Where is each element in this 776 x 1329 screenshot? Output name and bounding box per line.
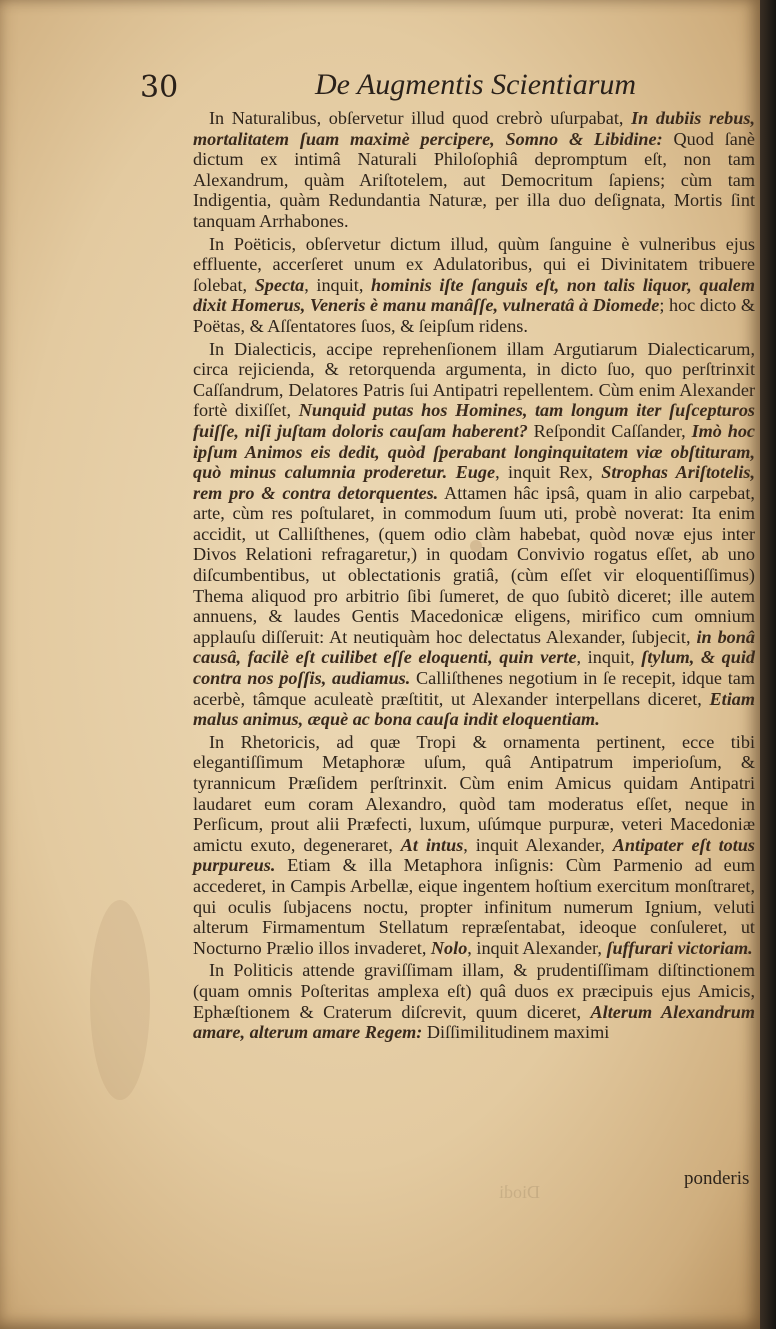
text-run: Attamen hâc ipsâ, quam in alio carpebat, arte, cùm res poſtularet, in commodum ſuum uti, probè noverat: Ita enim accidit, ut Calliſthenes, (quem odio clàm habebat, quòd novæ ejus inter Divos Relationi refragaretur,) in quodam Convivio rogatus eſſet, ab uno diſcumbentibus, ut oblectationis gratiâ, (cùm eſſet vir eloquentiſſimus) Thema aliquod pro arbitrio ſibi ſumeret, de quo ſubitò diceret; ille autem annuens, & laudes Gentis Macedonicæ eligens, mirifico cum omnium applauſu diſſeruit: At neutiquàm hoc delectatus Alexander, ſubjecit,: [193, 482, 755, 647]
italic-run: At intus: [400, 834, 464, 855]
bleed-through-text: Diodi: [498, 1182, 540, 1202]
text-run: In Politicis attende graviſſimam illam, & prudentiſſimam diſtinctionem (quam omnis Poſteritas amplexa eſt) quâ duos ex præcipuis ejus Amicis, Ephæſtionem & Craterum diſcrevit, quum diceret,: [193, 960, 755, 1022]
text-run: , inquit,: [304, 274, 372, 295]
text-run: In Poëticis, obſervetur dictum illud, quùm ſanguine è vulneribus ejus effluente, accerſeret unum ex Adulatoribus, qui ei Divinitatem tribuere ſolebat,: [193, 233, 755, 295]
text-run: Calliſthenes negotium in ſe recepit, idque tam acerbè, tâmque aculeatè præſtitit, ut Alexander interpellans diceret,: [193, 668, 755, 709]
page-number: 30: [140, 70, 179, 105]
italic-run: ſtylum, & quid contra nos poſſis, audiamus.: [193, 647, 755, 689]
body-text: [193, 108, 755, 1045]
italic-run: Antipater eſt totus purpureus.: [193, 834, 755, 876]
paragraph-politicis: [193, 960, 755, 1042]
paragraph-poeticis: [193, 234, 755, 337]
italic-run: Nolo: [430, 937, 468, 958]
italic-run: Strophas Ariſtotelis, rem pro & contra detorquentes.: [193, 462, 755, 503]
text-run: , inquit Rex,: [495, 462, 602, 483]
italic-run: Euge: [455, 462, 496, 483]
paragraph-naturalibus: [193, 108, 755, 232]
text-run: In Dialecticis, accipe reprehenſionem illam Argutiarum Dialecticarum, circa rejicienda, & retorquenda argumenta, in dicto ſuo, quo perſtrinxit Caſſandrum, Delatores Patris ſui Antipatri repellentem. Cùm enim Alexander fortè dixiſſet,: [193, 338, 755, 421]
text-run: , inquit Alexander,: [467, 937, 607, 958]
italic-run: Alterum Alexandrum amare, alterum amare Regem:: [193, 1001, 755, 1043]
italic-run: In dubiis rebus, mortalitatem ſuam maximè percipere, Somno & Libidine:: [193, 108, 755, 149]
page-edge-shadow: [760, 0, 776, 1329]
text-run: In Naturalibus, obſervetur illud quod crebrò uſurpabat,: [209, 108, 632, 128]
text-run: , inquit Alexander,: [463, 834, 613, 855]
italic-run: Imò hoc ipſum Animos eis dedit, quòd ſperabant longinquitatem viæ obſtituram, quò minus calumnia proderetur.: [193, 420, 755, 483]
text-run: ; hoc dicto & Poëtas, & Aſſentatores ſuos, & ſeipſum ridens.: [193, 295, 755, 336]
italic-run: Nunquid putas hos Homines, tam longum iter ſuſcepturos fuiſſe, niſi juſtam doloris cauſam haberent?: [193, 400, 756, 441]
italic-run: hominis iſte ſanguis eſt, non talis liquor, qualem dixit Homerus, Veneris è manu manâſſe, vulneratâ à Diomede: [193, 274, 755, 316]
text-run: In Rhetoricis, ad quæ Tropi & ornamenta pertinent, ecce tibi elegantiſſimum Metaphoræ uſum, quâ Antipatrum imperioſum, & tyrannicum Præſidem perſtrinxit. Cùm enim Amicus quidam Antipatri laudaret eum coram Alexandro, quòd tam moderatus eſſet, neque in Perſicum, prout alii Præfecti, luxum, uſúmque purpuræ, veteri Macedoniæ amictu exuto, degeneraret,: [193, 731, 755, 855]
italic-run: ſuffurari victoriam.: [606, 937, 753, 958]
catchword: ponderis: [684, 1168, 750, 1189]
text-run: Etiam & illa Metaphora inſignis: Cùm Parmenio ad eum accederet, in Campis Arbellæ, eique ingentem hoſtium exercitum monſtraret, qui oculis ſubjacens noctu, propter infinitum numerum Ignium, veluti alterum Firmamentum Stellatum repræſentabat, ideoque conſuleret, ut Nocturno Prælio illos invaderet,: [193, 855, 755, 958]
italic-run: Etiam malus animus, æquè ac bona cauſa indit eloquentiam.: [193, 688, 755, 730]
text-run: [447, 462, 455, 482]
paragraph-dialecticis: [193, 339, 755, 730]
paragraph-rhetoricis: [193, 732, 755, 959]
text-run: Reſpondit Caſſander,: [527, 420, 692, 441]
running-title: De Augmentis Scientiarum: [315, 68, 637, 101]
italic-run: in bonâ causâ, facilè eſt cuilibet eſſe eloquenti, quin verte: [193, 626, 755, 668]
text-run: Quod ſanè dictum ex intimâ Naturali Philoſophiâ depromptum eſt, non tam Alexandrum, quàm Ariſtotelem, aut Democritum ſapiens; cùm tam Indigentia, quàm Redundantia Naturæ, per illa duo deſignata, Mortis ſint tanquam Arrhabones.: [193, 128, 755, 231]
text-run: , inquit,: [576, 647, 642, 668]
italic-run: Specta: [254, 274, 305, 295]
text-run: Diſſimilitudinem maximi: [422, 1022, 610, 1043]
